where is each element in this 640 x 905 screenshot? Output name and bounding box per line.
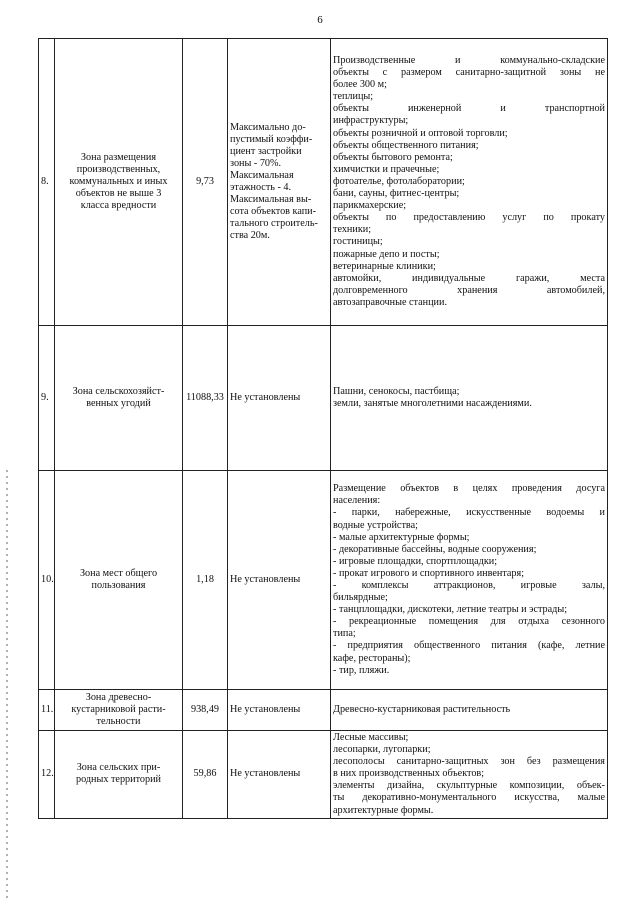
permitted-use-line: бильярдные; xyxy=(333,592,388,604)
permitted-use-line: Пашни, сенокосы, пастбища; xyxy=(333,385,460,397)
permitted-use-line: кафе, рестораны); xyxy=(333,652,411,664)
permitted-use-line: Лесные массивы; xyxy=(333,732,409,743)
zone-name-line: Зона сельских при- xyxy=(76,762,161,774)
permitted-use-line: объекты бытового ремонта; xyxy=(333,151,453,163)
permitted-use-line: химчистки и прачечные; xyxy=(333,163,440,175)
zone-name-line: объектов не выше 3 xyxy=(75,188,162,200)
zone-parameters-cell xyxy=(228,471,331,690)
permitted-use-line: ветеринарные клиники; xyxy=(333,260,436,272)
permitted-use-line: объекты розничной и оптовой торговли; xyxy=(333,127,508,139)
row-number: 9. xyxy=(39,326,55,471)
zone-parameter-line: ства 20м. xyxy=(230,230,270,242)
zone-name-line: Зона размещения xyxy=(80,151,157,163)
zone-name-line: класса вредности xyxy=(80,200,157,212)
zone-parameter-line: Не установлены xyxy=(230,573,301,585)
permitted-use-line: - прокат игрового и спортивного инвентаря; xyxy=(333,567,525,579)
permitted-use-line: Размещение объектов в целях проведения досуга xyxy=(333,483,605,495)
permitted-use-line: объекты по предоставлению услуг по прокату xyxy=(333,212,605,224)
permitted-use-line: парикмахерские; xyxy=(333,200,407,212)
zone-name-line: Зона древесно- xyxy=(85,691,152,703)
zone-name-line: кустарниковой расти- xyxy=(71,703,166,715)
permitted-use-line: - парки, набережные, искусственные водоемы и xyxy=(333,507,605,519)
zone-parameter-line: Максимальная вы- xyxy=(230,194,312,206)
permitted-use-line: населения: xyxy=(333,495,381,507)
permitted-use-line: гостиницы; xyxy=(333,236,383,248)
zone-area: 9,73 xyxy=(183,39,228,326)
permitted-use-line: типа; xyxy=(333,628,356,640)
zone-name-cell xyxy=(55,471,183,690)
permitted-use-line: - танцплощадки, дискотеки, летние театры и эстрады; xyxy=(333,604,568,616)
zone-parameters-cell xyxy=(228,690,331,731)
permitted-use-line: - декоративные бассейны, водные сооружения; xyxy=(333,543,537,555)
permitted-use-line: архитектурные формы. xyxy=(333,804,434,816)
permitted-use-line: теплицы; xyxy=(333,91,374,103)
permitted-use-line: объекты с размером санитарно-защитной зоны не xyxy=(333,67,605,79)
zone-parameters-cell xyxy=(228,326,331,471)
permitted-use-line: пожарные депо и посты; xyxy=(333,248,440,260)
permitted-uses-cell xyxy=(331,731,608,819)
table-row xyxy=(39,39,608,326)
zone-parameter-line: этажность - 4. xyxy=(230,182,292,193)
table-row xyxy=(39,731,608,819)
permitted-use-line: в них производственных объектов; xyxy=(333,768,485,780)
permitted-use-line: водные устройства; xyxy=(333,519,418,531)
permitted-use-line: бани, сауны, фитнес-центры; xyxy=(333,188,460,200)
permitted-use-line: Производственные и коммунально-складские xyxy=(333,55,605,67)
zone-name-cell xyxy=(55,731,183,819)
zone-name-line: коммунальных и иных xyxy=(69,175,168,187)
permitted-use-line: автозаправочные станции. xyxy=(333,296,448,308)
row-number: 10. xyxy=(39,471,55,690)
zone-parameter-line: сота объектов капи- xyxy=(230,206,317,218)
zone-name-line: Зона мест общего xyxy=(79,567,158,579)
zone-parameter-line: пустимый коэффи- xyxy=(230,133,313,145)
row-number: 11. xyxy=(39,690,55,731)
permitted-use-line: долговременного хранения автомобилей, xyxy=(333,284,605,296)
zone-name-line: пользования xyxy=(91,580,146,591)
zone-area: 938,49 xyxy=(183,690,228,731)
zone-name-cell xyxy=(55,326,183,471)
permitted-use-line: - игровые площадки, спортплощадки; xyxy=(333,555,498,567)
permitted-use-line: более 300 м; xyxy=(333,79,387,91)
permitted-use-line: объекты инженерной и транспортной xyxy=(333,103,605,115)
permitted-use-line: лесополосы санитарно-защитных зон без размещения xyxy=(333,756,605,768)
permitted-use-line: земли, занятые многолетними насаждениями. xyxy=(333,398,532,409)
zone-name-line: венных угодий xyxy=(86,398,151,409)
zone-parameters-cell xyxy=(228,39,331,326)
permitted-uses-cell xyxy=(331,471,608,690)
zone-area: 1,18 xyxy=(183,471,228,690)
permitted-use-line: автомойки, индивидуальные гаражи, места xyxy=(333,272,605,284)
zone-parameter-line: Максимально до- xyxy=(230,121,306,133)
zone-parameter-line: Не установлены xyxy=(230,768,301,780)
permitted-use-line: - комплексы аттракционов, игровые залы, xyxy=(333,580,605,591)
permitted-use-line: инфраструктуры; xyxy=(333,115,409,127)
zones-table xyxy=(38,38,608,819)
permitted-use-line: Древесно-кустарниковая растительность xyxy=(333,703,511,715)
permitted-use-line: техники; xyxy=(333,224,372,236)
zones-table-body xyxy=(39,39,608,819)
zone-parameter-line: Не установлены xyxy=(230,391,301,403)
table-row xyxy=(39,326,608,471)
zone-name-line: родных территорий xyxy=(75,774,162,786)
zone-name-line: производственных, xyxy=(76,163,161,175)
permitted-use-line: - предприятия общественного питания (кафе, летние xyxy=(333,640,605,652)
permitted-uses-cell xyxy=(331,326,608,471)
zone-name-cell xyxy=(55,39,183,326)
permitted-use-line: - рекреационные помещения для отдыха сезонного xyxy=(333,616,605,628)
permitted-uses-cell xyxy=(331,690,608,731)
permitted-uses-cell xyxy=(331,39,608,326)
zone-parameter-line: Максимальная xyxy=(230,169,294,181)
row-number: 12. xyxy=(39,731,55,819)
table-row xyxy=(39,471,608,690)
permitted-use-line: лесопарки, лугопарки; xyxy=(333,744,431,756)
zone-parameters-cell xyxy=(228,731,331,819)
zone-area: 11088,33 xyxy=(183,326,228,471)
zone-name-line: Зона сельскохозяйст- xyxy=(72,385,165,397)
page-number: 6 xyxy=(317,14,323,26)
permitted-use-line: - тир, пляжи. xyxy=(333,664,390,676)
table-row xyxy=(39,690,608,731)
zone-parameter-line: циент застройки xyxy=(230,145,302,157)
zone-name-cell xyxy=(55,690,183,731)
permitted-use-line: элементы дизайна, скульптурные композиции, объек- xyxy=(333,780,605,792)
zone-parameter-line: тального строитель- xyxy=(230,218,318,230)
zone-parameter-line: Не установлены xyxy=(230,703,301,715)
permitted-use-line: объекты общественного питания; xyxy=(333,139,479,151)
permitted-use-line: фотоателье, фотолаборатории; xyxy=(333,175,465,187)
zone-parameter-line: зоны - 70%. xyxy=(230,157,282,169)
row-number: 8. xyxy=(39,39,55,326)
permitted-use-line: ты декоративно-монументального искусства, малые xyxy=(333,792,605,804)
permitted-use-line: - малые архитектурные формы; xyxy=(333,531,470,543)
binding-punch-marks xyxy=(6,0,8,905)
zone-area: 59,86 xyxy=(183,731,228,819)
zone-name-line: тельности xyxy=(96,716,141,728)
